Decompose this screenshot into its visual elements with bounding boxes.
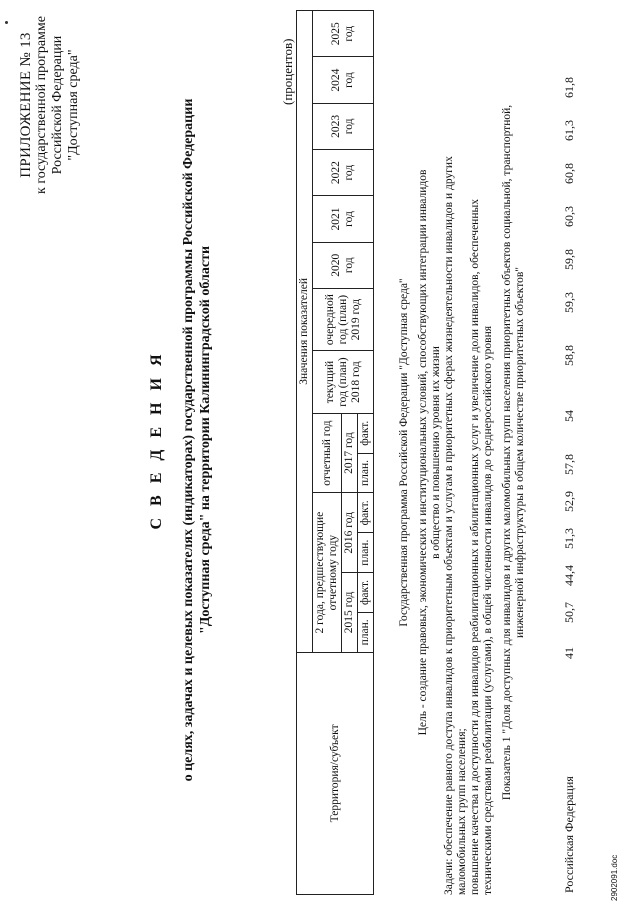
col-current-year: текущий год (план) 2018 год — [313, 351, 374, 413]
col-2022: 2022 год — [313, 150, 374, 196]
value-2016-plan: 44,4 — [562, 565, 576, 586]
col-2016-fact: факт. — [358, 493, 374, 533]
goal-line-1: Цель - создание правовых, экономических и институциональных условий, способствующих интеграции инвалидов — [417, 169, 429, 736]
indicators-table-header — [296, 10, 374, 895]
value-2015-fact: 50,7 — [562, 602, 576, 623]
col-territory: Территория/субъект — [297, 652, 374, 894]
tasks-line-1: Задачи: обеспечение равного доступа инвалидов к приоритетным объектам и услугам в приоритетных сферах жизнедеятельности инвалидов и других — [443, 156, 455, 895]
annex-number: ПРИЛОЖЕНИЕ № 13 — [18, 32, 34, 178]
indicator-line-1: Показатель 1 "Доля доступных для инвалидов и других маломобильных групп населения приоритетных объектов социальной, транспортной, — [501, 104, 513, 801]
tasks-line-3: повышение качества и доступности для инвалидов реабилитационных и абилитационных услуг и увеличение доли инвалидов, обеспеченных — [469, 199, 481, 895]
group-reporting-year: отчетный год — [313, 413, 342, 493]
value-2017-plan: 52,9 — [562, 491, 576, 512]
annex-block — [18, 10, 82, 200]
value-2025: 61,8 — [562, 77, 576, 98]
col-2017-fact: факт. — [358, 413, 374, 453]
unit-label: (процентов) — [280, 38, 295, 105]
row-territory: Российская Федерация — [562, 776, 576, 893]
col-2016: 2016 год — [342, 493, 358, 573]
document-title: С В Е Д Е Н И Я — [148, 350, 165, 530]
tasks-line-2: маломобильных групп населения; — [456, 728, 468, 895]
heading-line-1: о целях, задачах и целевых показателях (индикаторах) государственной программы Российской Федерации — [181, 98, 196, 782]
scan-dot — [5, 21, 8, 24]
value-2023: 60,8 — [562, 163, 576, 184]
value-2018: 54 — [562, 410, 576, 422]
value-2015-plan: 41 — [562, 647, 576, 659]
value-2020: 59,3 — [562, 292, 576, 313]
value-2017-fact: 57,8 — [562, 454, 576, 475]
tasks-line-4: техническими средствами реабилитации (услугами), в общей численности инвалидов до среднероссийского уровня — [482, 325, 494, 895]
col-2020: 2020 год — [313, 242, 374, 288]
annex-line-2: Российской Федерации — [50, 35, 65, 175]
value-2019: 58,8 — [562, 345, 576, 366]
col-next-year: очередной год (план) 2019 год — [313, 288, 374, 350]
col-2024: 2024 год — [313, 57, 374, 103]
value-2022: 60,3 — [562, 206, 576, 227]
goal-line-2: в общество и повышению уровня их жизни — [430, 346, 442, 559]
value-2024: 61,3 — [562, 120, 576, 141]
col-2023: 2023 год — [313, 103, 374, 149]
indicator-line-2: инженерной инфраструктуры в общем количестве приоритетных объектов" — [514, 267, 526, 638]
annex-line-3: "Доступная среда" — [66, 49, 81, 161]
col-2015-plan: план. — [358, 612, 374, 652]
col-2025: 2025 год — [313, 11, 374, 57]
group-values: Значения показателей — [297, 11, 313, 653]
value-2016-fact: 51,3 — [562, 528, 576, 549]
document-heading — [148, 80, 214, 800]
table-row — [562, 10, 578, 895]
col-2016-plan: план. — [358, 533, 374, 573]
program-text — [398, 10, 527, 895]
document-code: 2902091.doc — [610, 854, 619, 901]
value-2021: 59,8 — [562, 249, 576, 270]
program-line: Государственная программа Российской Федерации "Доступная среда" — [398, 278, 410, 627]
col-2021: 2021 год — [313, 196, 374, 242]
heading-line-2: "Доступная среда" на территории Калининградской области — [198, 245, 213, 635]
col-2015: 2015 год — [342, 573, 358, 653]
col-2017-plan: план. — [358, 453, 374, 493]
col-2015-fact: факт. — [358, 573, 374, 613]
annex-line-1: к государственной программе — [34, 16, 49, 194]
col-2017: 2017 год — [342, 413, 358, 493]
group-two-years: 2 года, предшествующие отчетному году — [313, 493, 342, 652]
